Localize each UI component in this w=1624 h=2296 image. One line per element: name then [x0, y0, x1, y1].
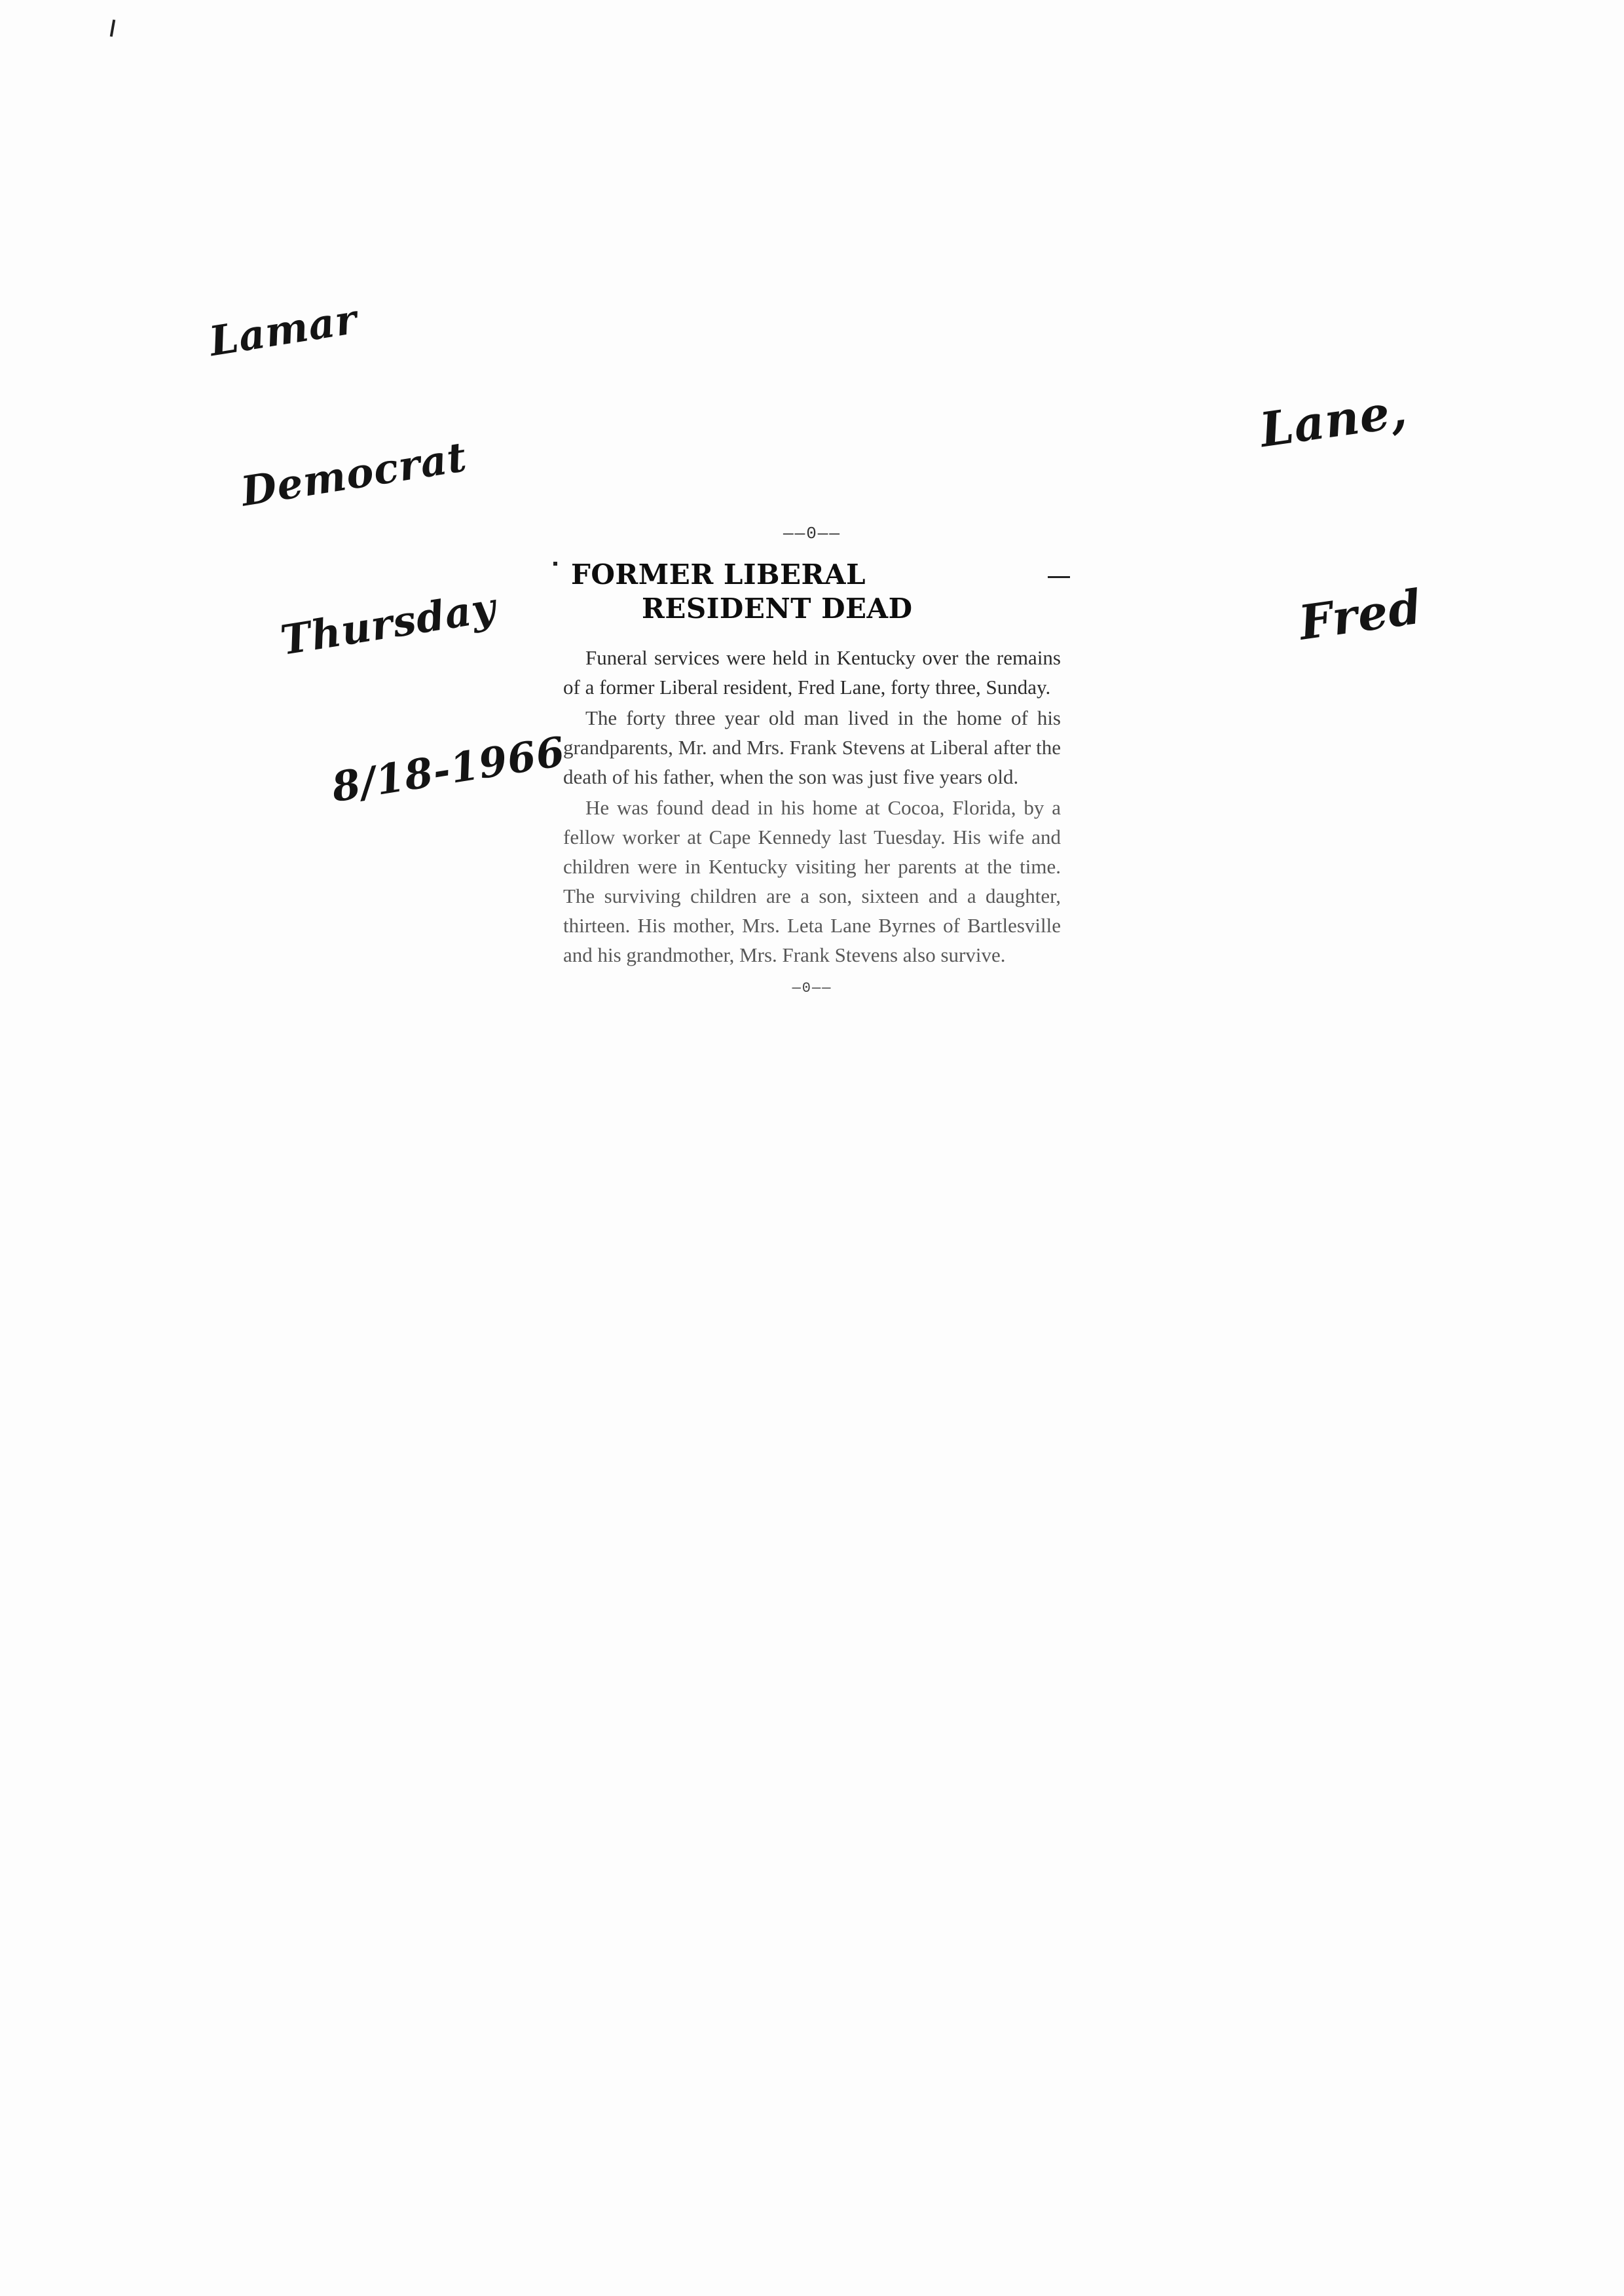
- headline-line-1: FORMER LIBERAL: [571, 558, 866, 591]
- annotation-source-line-4: 8/18-1966: [328, 727, 568, 812]
- clipping-edge-mark-left: [553, 562, 557, 566]
- handwritten-subject-annotation: [1238, 248, 1457, 788]
- annotation-subject-line-1: Lane,: [1256, 382, 1411, 458]
- newspaper-clipping: [563, 524, 1061, 996]
- annotation-source-line-3: Thursday: [277, 583, 500, 665]
- article-paragraph: Funeral services were held in Kentucky over the remains of a former Liberal resident, Fred Lane, forty three, Sunday.: [563, 646, 1061, 699]
- page-edge-mark: [110, 20, 115, 37]
- article-paragraph: The forty three year old man lived in the home of his grandparents, Mr. and Mrs. Frank Stevens at Liberal after the death of his father, when the son was just five years old.: [563, 706, 1061, 788]
- article-headline: [563, 558, 1061, 626]
- top-divider-rule: ——0——: [783, 524, 841, 543]
- article-paragraph: He was found dead in his home at Cocoa, Florida, by a fellow worker at Cape Kennedy last Tuesday. His wife and children were in Kentucky visiting her parents at the time. The surviving children are a son, sixteen and a daughter, thirteen. His mother, Mrs. Leta Lane Byrnes of Bartlesville and his grandmother, Mrs. Frank Stevens also survive.: [563, 796, 1061, 966]
- bottom-divider-rule: —0——: [792, 980, 832, 996]
- annotation-source-line-2: Democrat: [238, 432, 470, 516]
- article-body: [563, 643, 1061, 970]
- annotation-subject-line-2: Fred: [1295, 578, 1426, 651]
- headline-line-2: RESIDENT DEAD: [642, 592, 913, 625]
- annotation-source-line-1: Lamar: [206, 295, 361, 366]
- handwritten-source-annotation: [190, 172, 585, 922]
